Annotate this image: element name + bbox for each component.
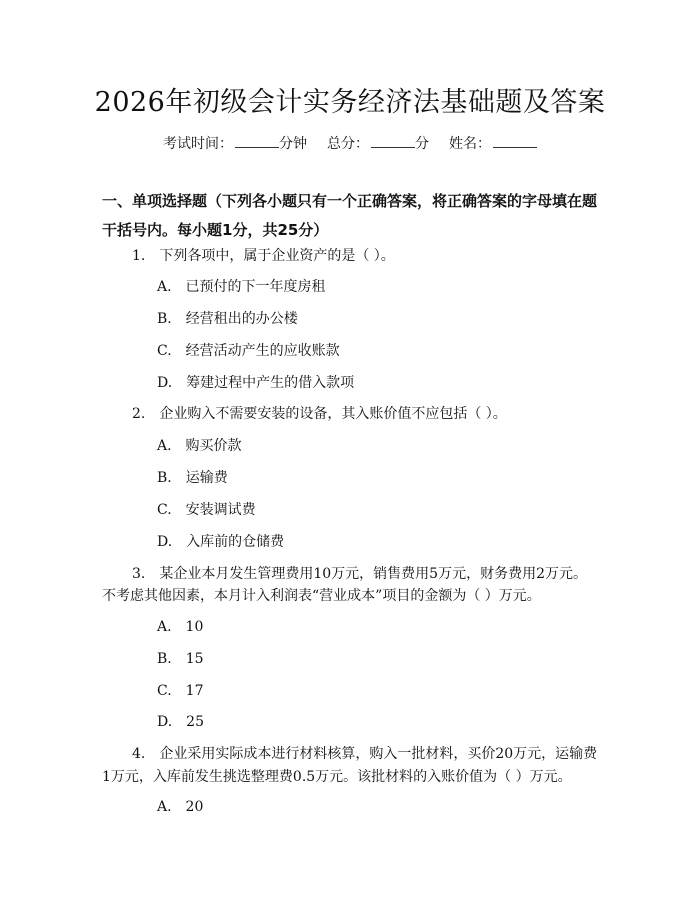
question-2-option-d[interactable]: D. 入库前的仓储费 <box>157 534 285 550</box>
exam-time-unit: 分钟 <box>279 136 307 152</box>
question-3-option-d[interactable]: D. 25 <box>157 714 204 730</box>
total-score-field <box>327 133 429 153</box>
question-1-option-d[interactable]: D. 筹建过程中产生的借入款项 <box>157 375 355 391</box>
question-3-option-b[interactable]: B. 15 <box>157 651 204 667</box>
exam-time-field <box>163 133 307 153</box>
question-1-option-c[interactable]: C. 经营活动产生的应收账款 <box>157 343 340 359</box>
page-title: 2026年初级会计实务经济法基础题及答案 <box>94 87 606 118</box>
total-score-blank[interactable] <box>371 135 415 148</box>
question-3-option-a[interactable]: A. 10 <box>157 619 204 635</box>
total-score-unit: 分 <box>415 136 429 152</box>
question-4-stem-line-2: 1万元，入库前发生挑选整理费0.5万元。该批材料的入账价值为（ ）万元。 <box>102 769 572 785</box>
question-1-stem: 1. 下列各项中，属于企业资产的是（ ）。 <box>132 248 395 264</box>
total-score-label: 总分： <box>327 136 369 152</box>
question-1-option-b[interactable]: B. 经营租出的办公楼 <box>157 311 298 327</box>
name-field <box>449 133 537 153</box>
exam-time-label: 考试时间： <box>163 136 233 152</box>
name-label: 姓名： <box>449 136 491 152</box>
name-blank[interactable] <box>493 135 537 148</box>
question-4-option-a[interactable]: A. 20 <box>157 799 204 815</box>
question-2-stem: 2. 企业购入不需要安装的设备，其入账价值不应包括（ ）。 <box>132 406 507 422</box>
section-heading: 一、单项选择题（下列各小题只有一个正确答案，将正确答案的字母填在题干括号内。每小题1分，共25分） <box>102 192 598 239</box>
question-2-option-c[interactable]: C. 安装调试费 <box>157 502 256 518</box>
question-2-option-b[interactable]: B. 运输费 <box>157 470 228 486</box>
question-3-stem-line-2: 不考虑其他因素，本月计入利润表“营业成本”项目的金额为（ ）万元。 <box>102 588 541 604</box>
question-1-option-a[interactable]: A. 已预付的下一年度房租 <box>157 279 326 295</box>
exam-info-bar <box>0 133 700 153</box>
question-3-stem-line-1: 3. 某企业本月发生管理费用10万元，销售费用5万元，财务费用2万元。 <box>132 566 587 582</box>
question-2-option-a[interactable]: A. 购买价款 <box>157 438 242 454</box>
exam-time-blank[interactable] <box>235 135 279 148</box>
question-4-stem-line-1: 4. 企业采用实际成本进行材料核算，购入一批材料，买价20万元，运输费 <box>132 746 598 762</box>
question-3-option-c[interactable]: C. 17 <box>157 683 204 699</box>
